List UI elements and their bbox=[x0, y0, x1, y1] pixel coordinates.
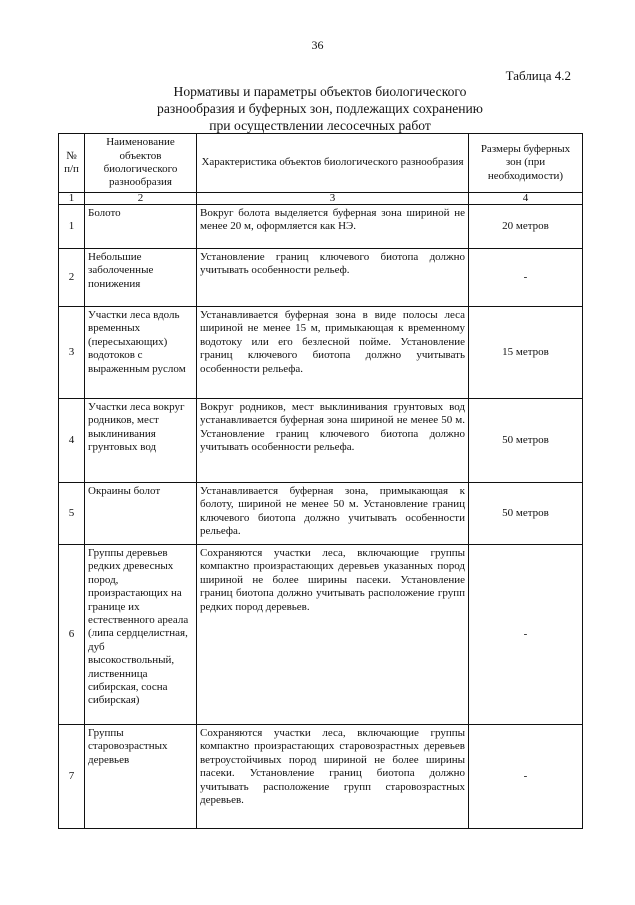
row-name: Участки леса вокруг родников, мест выклинивания грунтовых вод bbox=[85, 399, 197, 483]
row-num: 1 bbox=[59, 205, 85, 249]
row-num: 5 bbox=[59, 483, 85, 545]
row-size: - bbox=[469, 545, 583, 725]
table-row bbox=[59, 725, 583, 829]
row-size: 50 метров bbox=[469, 399, 583, 483]
row-desc: Сохраняются участки леса, включающие группы компактно произрастающих деревьев указанных пород шириной не более ширины пасеки. Установление границ биотопа должно учитывать расположение групп редких пород деревьев. bbox=[197, 545, 469, 725]
row-num: 6 bbox=[59, 545, 85, 725]
table-header-row bbox=[59, 134, 583, 193]
row-desc: Сохраняются участки леса, включающие группы компактно произрастающих старовозрастных деревьев ветроустойчивых пород шириной не более ширины пасеки. Установление границ биотопа должно учитывать расположение групп старовозрастных деревьев. bbox=[197, 725, 469, 829]
row-desc: Вокруг болота выделяется буферная зона шириной не менее 20 м, оформляется как НЭ. bbox=[197, 205, 469, 249]
column-number: 3 bbox=[197, 193, 469, 205]
row-size: 50 метров bbox=[469, 483, 583, 545]
table-row bbox=[59, 205, 583, 249]
row-desc: Устанавливается буферная зона, примыкающая к болоту, шириной не менее 50 м. Установление границ ключевого биотопа должно учитывать особенности рельефа. bbox=[197, 483, 469, 545]
row-name: Участки леса вдоль временных (пересыхающих) водотоков с выраженным руслом bbox=[85, 307, 197, 399]
column-number: 4 bbox=[469, 193, 583, 205]
title-line: при осуществлении лесосечных работ bbox=[209, 118, 431, 133]
row-desc: Вокруг родников, мест выклинивания грунтовых вод устанавливается буферная зона шириной не менее 50 м. Установление границ ключевого биотопа должно учитывать особенности рельефа. bbox=[197, 399, 469, 483]
row-name: Окраины болот bbox=[85, 483, 197, 545]
row-name: Группы старовозрастных деревьев bbox=[85, 725, 197, 829]
header-desc: Характеристика объектов биологического разнообразия bbox=[197, 134, 469, 193]
table-row bbox=[59, 483, 583, 545]
column-number-row bbox=[59, 193, 583, 205]
row-size: 20 метров bbox=[469, 205, 583, 249]
column-number: 1 bbox=[59, 193, 85, 205]
title-line: разнообразия и буферных зон, подлежащих сохранению bbox=[157, 101, 483, 116]
row-desc: Установление границ ключевого биотопа должно учитывать особенности рельеф. bbox=[197, 249, 469, 307]
row-size: - bbox=[469, 249, 583, 307]
header-num: № п/п bbox=[59, 134, 85, 193]
row-size: 15 метров bbox=[469, 307, 583, 399]
page-number: 36 bbox=[311, 38, 324, 52]
document-title bbox=[120, 83, 520, 134]
table-row bbox=[59, 307, 583, 399]
row-size: - bbox=[469, 725, 583, 829]
table-row bbox=[59, 249, 583, 307]
table-row bbox=[59, 399, 583, 483]
title-line: Нормативы и параметры объектов биологического bbox=[173, 84, 467, 99]
table-row bbox=[59, 545, 583, 725]
row-name: Болото bbox=[85, 205, 197, 249]
row-name: Небольшие заболоченные понижения bbox=[85, 249, 197, 307]
row-desc: Устанавливается буферная зона в виде полосы леса шириной не менее 15 м, примыкающая к временному водотоку или его безлесной пойме. Установление границ ключевого биотопа должно учитывать особенности рельефа. bbox=[197, 307, 469, 399]
row-name: Группы деревьев редких древесных пород, произрастающих на границе их естественного ареала (липа сердцелистная, дуб высокоствольный, лиственница сибирская, сосна сибирская) bbox=[85, 545, 197, 725]
column-number: 2 bbox=[85, 193, 197, 205]
row-num: 7 bbox=[59, 725, 85, 829]
row-num: 2 bbox=[59, 249, 85, 307]
header-name: Наименование объектов биологического разнообразия bbox=[85, 134, 197, 193]
row-num: 3 bbox=[59, 307, 85, 399]
row-num: 4 bbox=[59, 399, 85, 483]
biodiversity-table bbox=[58, 133, 583, 829]
header-size: Размеры буферных зон (при необходимости) bbox=[469, 134, 583, 193]
table-label: Таблица 4.2 bbox=[505, 68, 571, 83]
